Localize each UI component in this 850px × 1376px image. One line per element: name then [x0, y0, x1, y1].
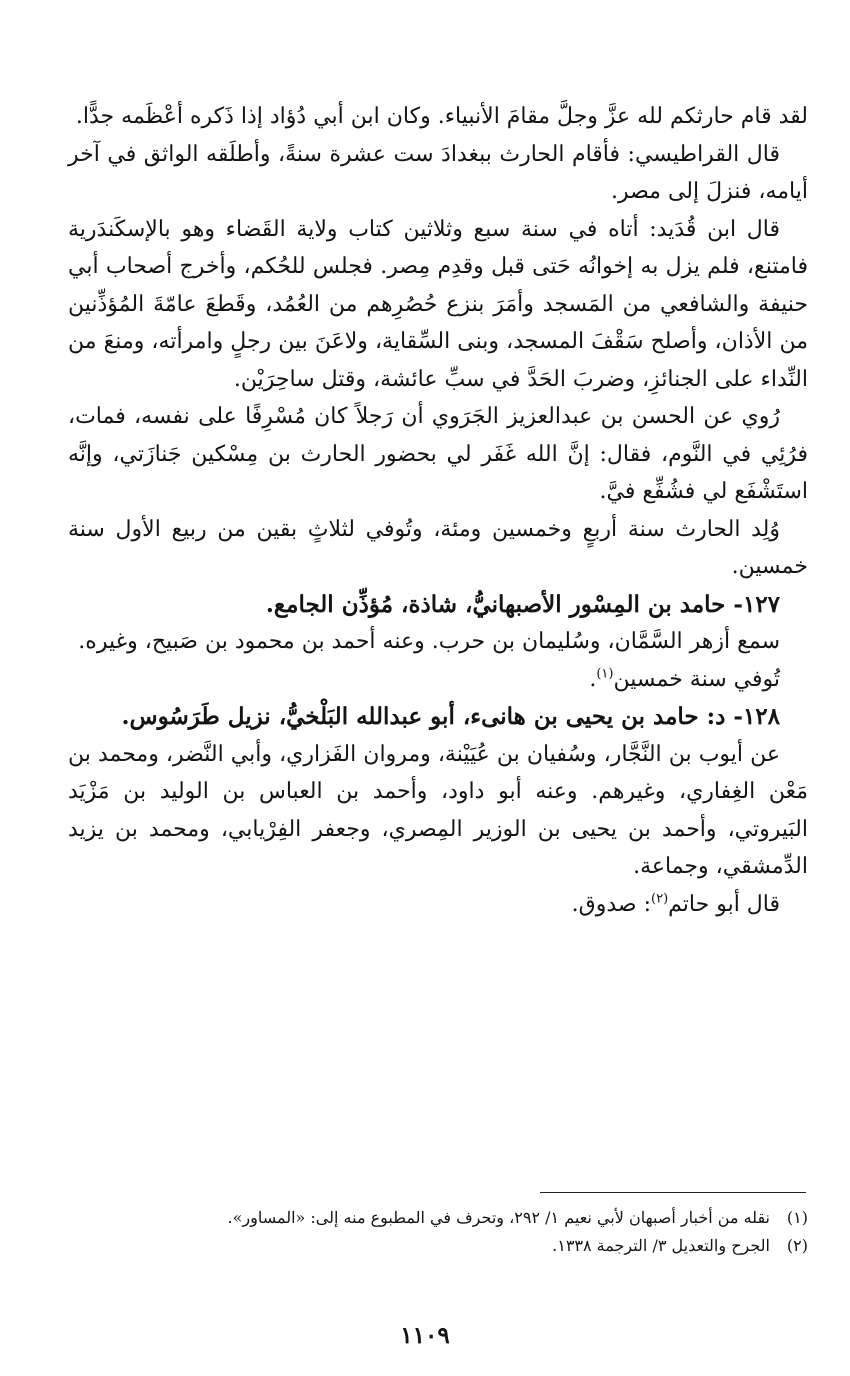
entry-127-death	[68, 661, 808, 699]
footnote-2-number: (٢)	[786, 1236, 808, 1255]
paragraph-ibn-qudayd: قال ابن قُدَيد: أتاه في سنة سبع وثلاثين كتاب ولاية القَضاء وهو بالإسكَندَرية فامتنع، فلم يزل به إخوانُه حَتى قبل وقدِم مِصر. فجلس للحُكم، وأخرج أصحاب أبي حنيفة والشافعي من المَسجد وأمَرَ بنزع حُصُرِهم من العُمُد، وقَطعَ عامّةَ المُؤذِّنين من الأذان، وأصلح سَقْفَ المسجد، وبنى السِّقاية، ولاعَنَ بين رجلٍ وامرأته، ومنعَ من النِّداء على الجنائزِ، وضربَ الحَدَّ في سبِّ عائشة، وقتل ساحِرَيْن.	[68, 216, 808, 392]
entry-128-heading: ١٢٨- د: حامد بن يحيى بن هانىء، أبو عبدالله البَلْخيُّ، نزيل طَرَسُوس.	[121, 703, 780, 730]
footnote-ref-2: (٢)	[651, 891, 669, 907]
footnote-1	[68, 1204, 808, 1232]
entry-128-body: عن أيوب بن النَّجَّار، وسُفيان بن عُيَيْنة، ومروان الفَزاري، وأبي النَّضر، ومحمد بن مَعْن الغِفاري، وغيرهم. وعنه أبو داود، وأحمد بن العباس بن الوليد بن مَزْيَد البَيروتي، وأحمد بن يحيى بن الوزير المِصري، وجعفر الفِرْيابي، ومحمد بن يزيد الدِّمشقي، وجماعة.	[68, 741, 808, 879]
footnotes	[68, 1204, 808, 1260]
entry-127-body: سمع أزهر السَّمَّان، وسُليمان بن حرب. وعنه أحمد بن محمود بن صَبيح، وغيره.	[78, 629, 780, 654]
entry-127-death-text: تُوفي سنة خمسين	[613, 666, 780, 692]
footnote-separator	[540, 1192, 806, 1193]
entry-128-quote-end: : صدوق.	[571, 891, 651, 917]
entry-128-quote-lead: قال أبو حاتم	[668, 891, 780, 917]
page-number: ١١٠٩	[400, 1322, 450, 1349]
footnote-1-text: نقله من أخبار أصبهان لأبي نعيم ١/ ٢٩٢، وتحرف في المطبوع منه إلى: «المساور».	[227, 1208, 770, 1227]
paragraph-qaratisi: قال القراطيسي: فأقام الحارث ببغدادَ ست عشرة سنةً، وأطلَقه الواثق في آخر أيامه، فنزلَ إلى مصر.	[68, 141, 808, 204]
entry-128-quote	[68, 886, 808, 924]
paragraph-continuation: لقد قام حارثكم لله عزَّ وجلَّ مقامَ الأنبياء. وكان ابن أبي دُؤاد إذا ذَكره أعْظَمه جدًّا.	[75, 104, 808, 129]
paragraph-dream-report: رُوي عن الحسن بن عبدالعزيز الجَرَوي أن رَجلاً كان مُسْرِفًا على نفسه، فمات، فرُئِي في النَّوم، فقال: إنَّ الله غَفَر لي بحضور الحارث بن مِسْكين جَنازَتي، وإنَّه استَشْفَع لي فشُفِّع فيَّ.	[68, 404, 808, 504]
entry-127-heading: ١٢٧- حامد بن المِسْور الأصبهانيُّ، شاذة، مُؤذِّن الجامع.	[265, 590, 780, 618]
footnote-ref-1: (١)	[596, 666, 614, 682]
entry-127-death-end: .	[589, 666, 597, 692]
main-text	[68, 98, 808, 923]
footnote-1-number: (١)	[786, 1208, 808, 1227]
paragraph-birth-death: وُلِد الحارث سنة أربعٍ وخمسين ومئة، وتُوفي لثلاثٍ بقين من ربيع الأول سنة خمسين.	[68, 516, 808, 579]
footnote-2	[68, 1232, 808, 1260]
footnote-2-text: الجرح والتعديل ٣/ الترجمة ١٣٣٨.	[552, 1236, 770, 1255]
